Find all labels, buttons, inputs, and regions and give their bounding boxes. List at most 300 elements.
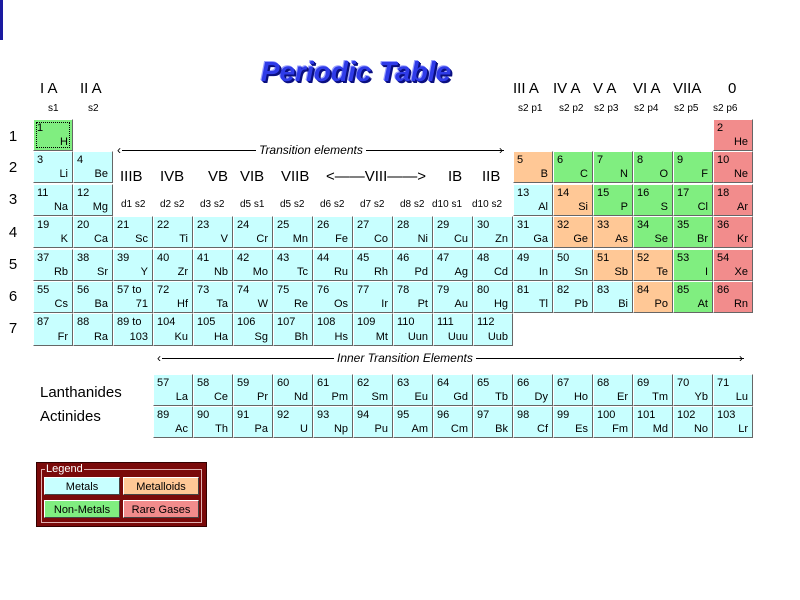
element-cell-y[interactable] xyxy=(113,249,153,281)
atomic-number: 43 xyxy=(277,252,290,264)
element-cell-be[interactable] xyxy=(73,151,113,183)
element-cell-tm[interactable] xyxy=(633,374,673,406)
element-cell-cl[interactable] xyxy=(673,184,713,216)
element-cell-ku[interactable] xyxy=(153,313,193,346)
element-cell-ac[interactable] xyxy=(153,406,193,438)
element-cell-pb[interactable] xyxy=(553,281,593,313)
atomic-number: 94 xyxy=(357,409,370,421)
element-cell-os[interactable] xyxy=(313,281,353,313)
element-cell-tc[interactable] xyxy=(273,249,313,281)
orbital-label-d6: d6 s2 xyxy=(320,199,345,210)
element-cell-no[interactable] xyxy=(673,406,713,438)
element-cell-th[interactable] xyxy=(193,406,233,438)
legend-metals: Metals xyxy=(44,477,120,495)
element-cell-ce[interactable] xyxy=(193,374,233,406)
element-cell-ti[interactable] xyxy=(153,216,193,248)
atomic-number: 56 xyxy=(77,284,90,296)
atomic-number: 67 xyxy=(557,377,570,389)
atomic-number: 57 xyxy=(157,377,170,389)
element-cell-mg[interactable] xyxy=(73,184,113,216)
atomic-number: 33 xyxy=(597,219,610,231)
atomic-number: 39 xyxy=(117,252,130,264)
element-cell-nd[interactable] xyxy=(273,374,313,406)
element-cell-ge[interactable] xyxy=(553,216,593,248)
element-cell-fm[interactable] xyxy=(593,406,633,438)
atomic-number: 16 xyxy=(637,187,650,199)
atomic-number: 46 xyxy=(397,252,410,264)
element-symbol: As xyxy=(615,233,628,245)
group-label-0: 0 xyxy=(728,80,737,97)
element-cell-c[interactable] xyxy=(553,151,593,183)
element-symbol: Pa xyxy=(254,423,268,435)
element-cell-fe[interactable] xyxy=(313,216,353,248)
element-cell-zr[interactable] xyxy=(153,249,193,281)
element-symbol: Pr xyxy=(257,391,268,403)
atomic-number: 8 xyxy=(637,154,644,166)
atomic-number: 25 xyxy=(277,219,290,231)
atomic-number: 72 xyxy=(157,284,170,296)
group-label-1a: I A xyxy=(40,80,58,97)
atomic-number: 59 xyxy=(237,377,250,389)
element-cell-la[interactable] xyxy=(153,374,193,406)
element-cell-as[interactable] xyxy=(593,216,633,248)
element-cell-pu[interactable] xyxy=(353,406,393,438)
atomic-number: 10 xyxy=(717,154,730,166)
element-symbol: Cs xyxy=(54,298,68,310)
atomic-number: 26 xyxy=(317,219,330,231)
element-symbol: Cr xyxy=(256,233,268,245)
atomic-number: 92 xyxy=(277,409,290,421)
atomic-number: 58 xyxy=(197,377,210,389)
atomic-number: 61 xyxy=(317,377,330,389)
atomic-number: 19 xyxy=(37,219,50,231)
atomic-number: 100 xyxy=(597,409,616,421)
element-cell-br[interactable] xyxy=(673,216,713,248)
element-symbol: Tc xyxy=(297,266,308,278)
atomic-number: 23 xyxy=(197,219,210,231)
element-symbol: Pt xyxy=(417,298,428,310)
element-symbol: I xyxy=(704,266,708,278)
element-range-cell[interactable] xyxy=(113,281,153,313)
element-symbol: Po xyxy=(654,298,668,310)
atomic-number: 74 xyxy=(237,284,250,296)
element-cell-ir[interactable] xyxy=(353,281,393,313)
orbital-label-d5s1: d5 s1 xyxy=(240,199,265,210)
atomic-number: 80 xyxy=(477,284,490,296)
element-cell-re[interactable] xyxy=(273,281,313,313)
group-label-3a: III A xyxy=(513,80,539,97)
element-symbol: No xyxy=(693,423,708,435)
element-symbol: Ga xyxy=(533,233,548,245)
element-cell-cm[interactable] xyxy=(433,406,473,438)
element-cell-ha[interactable] xyxy=(193,313,233,346)
element-cell-md[interactable] xyxy=(633,406,673,438)
actinides-label: Actinides xyxy=(40,408,101,425)
atomic-number: 36 xyxy=(717,219,730,231)
element-cell-cd[interactable] xyxy=(473,249,513,281)
element-cell-hg[interactable] xyxy=(473,281,513,313)
element-symbol: F xyxy=(701,168,708,180)
element-symbol: Lu xyxy=(735,391,748,403)
element-symbol: Ru xyxy=(333,266,348,278)
element-cell-po[interactable] xyxy=(633,281,673,313)
element-cell-pr[interactable] xyxy=(233,374,273,406)
atomic-number: 107 xyxy=(277,316,296,328)
element-cell-au[interactable] xyxy=(433,281,473,313)
atomic-number: 82 xyxy=(557,284,570,296)
atomic-number: 86 xyxy=(717,284,730,296)
element-cell-mt[interactable] xyxy=(353,313,393,346)
element-symbol: Zn xyxy=(495,233,508,245)
element-cell-hs[interactable] xyxy=(313,313,353,346)
element-symbol: Uub xyxy=(487,331,508,343)
atomic-number: 21 xyxy=(117,219,130,231)
atomic-number: 66 xyxy=(517,377,530,389)
element-symbol: Mg xyxy=(92,201,108,213)
arrow-right-icon: › xyxy=(499,143,503,157)
element-cell-pa[interactable] xyxy=(233,406,273,438)
element-cell-mo[interactable] xyxy=(233,249,273,281)
element-cell-ca[interactable] xyxy=(73,216,113,248)
element-cell-s[interactable] xyxy=(633,184,673,216)
atomic-number: 63 xyxy=(397,377,410,389)
element-symbol: Li xyxy=(59,168,68,180)
element-cell-mn[interactable] xyxy=(273,216,313,248)
atomic-number: 6 xyxy=(557,154,564,166)
orbital-label-p5: s2 p5 xyxy=(674,103,699,114)
atomic-number: 12 xyxy=(77,187,90,199)
element-symbol: Ho xyxy=(573,391,588,403)
element-cell-sm[interactable] xyxy=(353,374,393,406)
element-symbol: He xyxy=(733,136,748,148)
orbital-label-d5s2: d5 s2 xyxy=(280,199,305,210)
atomic-number: 111 xyxy=(437,316,454,328)
element-symbol: Ce xyxy=(213,391,228,403)
atomic-number: 97 xyxy=(477,409,490,421)
element-cell-ho[interactable] xyxy=(553,374,593,406)
element-symbol: Ge xyxy=(573,233,588,245)
element-cell-ga[interactable] xyxy=(513,216,553,248)
element-symbol: Sn xyxy=(574,266,588,278)
element-symbol: Na xyxy=(53,201,68,213)
element-cell-na[interactable] xyxy=(33,184,73,216)
element-cell-uub[interactable] xyxy=(473,313,513,346)
element-symbol: Re xyxy=(293,298,308,310)
element-cell-si[interactable] xyxy=(553,184,593,216)
element-cell-bi[interactable] xyxy=(593,281,633,313)
legend-non-metals: Non-Metals xyxy=(44,500,120,518)
element-symbol: N xyxy=(620,168,628,180)
orbital-label-d8: d8 s2 xyxy=(400,199,425,210)
element-cell-er[interactable] xyxy=(593,374,633,406)
element-cell-n[interactable] xyxy=(593,151,633,183)
atomic-number: 29 xyxy=(437,219,450,231)
atomic-number: 96 xyxy=(437,409,450,421)
element-cell-tb[interactable] xyxy=(473,374,513,406)
period-label-7: 7 xyxy=(8,320,18,337)
element-symbol: Hf xyxy=(177,298,188,310)
element-cell-f[interactable] xyxy=(673,151,713,183)
atomic-number: 98 xyxy=(517,409,530,421)
element-symbol: P xyxy=(620,201,628,213)
element-symbol: B xyxy=(540,168,548,180)
element-symbol: Cu xyxy=(453,233,468,245)
element-symbol: Os xyxy=(333,298,348,310)
element-symbol: Th xyxy=(215,423,228,435)
atomic-number: 60 xyxy=(277,377,290,389)
element-symbol: Ac xyxy=(175,423,188,435)
orbital-label-d10s2: d10 s2 xyxy=(472,199,503,210)
element-cell-in[interactable] xyxy=(513,249,553,281)
element-cell-k[interactable] xyxy=(33,216,73,248)
orbital-label-p1: s2 p1 xyxy=(518,103,543,114)
atomic-number: 99 xyxy=(557,409,570,421)
element-cell-v[interactable] xyxy=(193,216,233,248)
element-symbol: Cm xyxy=(450,423,468,435)
element-symbol: Sr xyxy=(97,266,108,278)
element-cell-rh[interactable] xyxy=(353,249,393,281)
atomic-number: 102 xyxy=(677,409,696,421)
period-label-6: 6 xyxy=(8,288,18,305)
atomic-number: 14 xyxy=(557,187,570,199)
element-symbol: La xyxy=(175,391,188,403)
element-cell-eu[interactable] xyxy=(393,374,433,406)
element-symbol: V xyxy=(220,233,228,245)
element-symbol: Kr xyxy=(737,233,748,245)
element-cell-h[interactable] xyxy=(33,119,73,151)
element-symbol: Se xyxy=(654,233,668,245)
element-cell-rb[interactable] xyxy=(33,249,73,281)
atomic-number: 9 xyxy=(677,154,684,166)
element-symbol: Fm xyxy=(612,423,628,435)
orbital-label-d1: d1 s2 xyxy=(121,199,146,210)
element-symbol: Hs xyxy=(334,331,348,343)
element-symbol: Np xyxy=(333,423,348,435)
atomic-number: 28 xyxy=(397,219,410,231)
atomic-number: 37 xyxy=(37,252,50,264)
element-cell-cu[interactable] xyxy=(433,216,473,248)
atomic-number: 20 xyxy=(77,219,90,231)
element-symbol: Ba xyxy=(94,298,108,310)
element-cell-uuu[interactable] xyxy=(433,313,473,346)
element-symbol: Bk xyxy=(495,423,508,435)
atomic-number: 70 xyxy=(677,377,690,389)
element-cell-cf[interactable] xyxy=(513,406,553,438)
element-symbol: Ne xyxy=(733,168,748,180)
element-cell-fr[interactable] xyxy=(33,313,73,346)
element-cell-o[interactable] xyxy=(633,151,673,183)
atomic-number: 75 xyxy=(277,284,290,296)
atomic-number: 103 xyxy=(717,409,736,421)
group-label-4a: IV A xyxy=(553,80,581,97)
element-symbol: Uun xyxy=(407,331,428,343)
element-symbol: Tl xyxy=(538,298,548,310)
element-cell-dy[interactable] xyxy=(513,374,553,406)
atomic-number: 41 xyxy=(197,252,210,264)
element-cell-ag[interactable] xyxy=(433,249,473,281)
element-symbol: Hg xyxy=(493,298,508,310)
atomic-number: 49 xyxy=(517,252,530,264)
element-cell-se[interactable] xyxy=(633,216,673,248)
element-symbol: Cf xyxy=(537,423,548,435)
element-cell-sc[interactable] xyxy=(113,216,153,248)
element-symbol: Co xyxy=(373,233,388,245)
element-cell-ar[interactable] xyxy=(713,184,753,216)
element-cell-yb[interactable] xyxy=(673,374,713,406)
period-label-4: 4 xyxy=(8,224,18,241)
atomic-number: 40 xyxy=(157,252,170,264)
element-symbol: Sc xyxy=(135,233,148,245)
element-cell-i[interactable] xyxy=(673,249,713,281)
atomic-number: 88 xyxy=(77,316,90,328)
element-symbol: Mn xyxy=(292,233,308,245)
atomic-number: 44 xyxy=(317,252,330,264)
element-cell-am[interactable] xyxy=(393,406,433,438)
atomic-number: 32 xyxy=(557,219,570,231)
element-symbol: Cd xyxy=(493,266,508,278)
atomic-number: 108 xyxy=(317,316,336,328)
legend-metalloids: Metalloids xyxy=(123,477,199,495)
atomic-number: 109 xyxy=(357,316,376,328)
orbital-label-d10s1: d10 s1 xyxy=(432,199,463,210)
atomic-number: 50 xyxy=(557,252,570,264)
element-cell-li[interactable] xyxy=(33,151,73,183)
element-cell-uun[interactable] xyxy=(393,313,433,346)
element-cell-ta[interactable] xyxy=(193,281,233,313)
element-symbol: Pm xyxy=(331,391,348,403)
atomic-number: 101 xyxy=(637,409,656,421)
atomic-number: 11 xyxy=(37,187,49,199)
atomic-number: 90 xyxy=(197,409,210,421)
element-cell-cs[interactable] xyxy=(33,281,73,313)
element-symbol: Ha xyxy=(213,331,228,343)
atomic-number: 83 xyxy=(597,284,610,296)
element-symbol: Gd xyxy=(453,391,468,403)
element-cell-sg[interactable] xyxy=(233,313,273,346)
element-cell-he[interactable] xyxy=(713,119,753,151)
element-cell-w[interactable] xyxy=(233,281,273,313)
element-symbol: Br xyxy=(697,233,708,245)
inner-transition-elements-label: Inner Transition Elements xyxy=(334,351,476,365)
element-cell-al[interactable] xyxy=(513,184,553,216)
element-cell-b[interactable] xyxy=(513,151,553,183)
element-symbol: Bh xyxy=(294,331,308,343)
atomic-number: 38 xyxy=(77,252,90,264)
element-cell-bh[interactable] xyxy=(273,313,313,346)
atomic-number: 51 xyxy=(597,252,610,264)
element-symbol: Al xyxy=(538,201,548,213)
element-cell-tl[interactable] xyxy=(513,281,553,313)
element-cell-pt[interactable] xyxy=(393,281,433,313)
atomic-number: 62 xyxy=(357,377,370,389)
element-symbol: In xyxy=(538,266,548,278)
group-label-5b: VB xyxy=(208,168,229,185)
element-cell-ne[interactable] xyxy=(713,151,753,183)
element-symbol: Xe xyxy=(734,266,748,278)
atomic-number: 35 xyxy=(677,219,690,231)
element-cell-gd[interactable] xyxy=(433,374,473,406)
element-cell-pd[interactable] xyxy=(393,249,433,281)
element-cell-rn[interactable] xyxy=(713,281,753,313)
element-symbol: Er xyxy=(617,391,628,403)
element-cell-lu[interactable] xyxy=(713,374,753,406)
element-cell-hf[interactable] xyxy=(153,281,193,313)
atomic-number: 110 xyxy=(397,316,415,328)
atomic-number: 48 xyxy=(477,252,490,264)
atomic-number: 15 xyxy=(597,187,610,199)
lanthanides-label: Lanthanides xyxy=(40,384,122,401)
atomic-number: 81 xyxy=(517,284,530,296)
atomic-number: 87 xyxy=(37,316,50,328)
atomic-number: 93 xyxy=(317,409,330,421)
element-cell-pm[interactable] xyxy=(313,374,353,406)
group-label-3b: IIIB xyxy=(120,168,143,185)
atomic-number: 54 xyxy=(717,252,730,264)
element-symbol: Ra xyxy=(93,331,108,343)
atomic-number: 79 xyxy=(437,284,450,296)
atomic-number: 24 xyxy=(237,219,250,231)
atomic-number: 17 xyxy=(677,187,690,199)
element-cell-xe[interactable] xyxy=(713,249,753,281)
element-cell-kr[interactable] xyxy=(713,216,753,248)
atomic-number: 95 xyxy=(397,409,410,421)
element-symbol: Uuu xyxy=(447,331,468,343)
element-symbol: Rn xyxy=(733,298,748,310)
atomic-number: 31 xyxy=(517,219,530,231)
element-symbol: Rh xyxy=(373,266,388,278)
element-cell-ru[interactable] xyxy=(313,249,353,281)
atomic-number: 22 xyxy=(157,219,170,231)
group-label-2b: IIB xyxy=(482,168,501,185)
element-symbol: Ar xyxy=(737,201,748,213)
element-range-cell[interactable] xyxy=(113,313,153,346)
element-symbol: Te xyxy=(656,266,668,278)
element-cell-at[interactable] xyxy=(673,281,713,313)
element-cell-cr[interactable] xyxy=(233,216,273,248)
group-label-8: <——VIII——> xyxy=(326,168,427,185)
element-symbol: Sb xyxy=(614,266,628,278)
element-symbol: At xyxy=(697,298,708,310)
element-cell-ba[interactable] xyxy=(73,281,113,313)
element-cell-ra[interactable] xyxy=(73,313,113,346)
arrow-left-icon: ‹ xyxy=(157,351,161,365)
element-cell-bk[interactable] xyxy=(473,406,513,438)
orbital-label-p6: s2 p6 xyxy=(713,103,738,114)
arrow-left-icon: ‹ xyxy=(117,143,121,157)
element-cell-ni[interactable] xyxy=(393,216,433,248)
element-cell-u[interactable] xyxy=(273,406,313,438)
atomic-number: 71 xyxy=(717,377,730,389)
element-cell-p[interactable] xyxy=(593,184,633,216)
element-cell-nb[interactable] xyxy=(193,249,233,281)
element-cell-sr[interactable] xyxy=(73,249,113,281)
group-label-2a: II A xyxy=(80,80,102,97)
element-symbol: Rb xyxy=(53,266,68,278)
element-cell-np[interactable] xyxy=(313,406,353,438)
atomic-number: 5 xyxy=(517,154,524,166)
element-cell-lr[interactable] xyxy=(713,406,753,438)
element-cell-co[interactable] xyxy=(353,216,393,248)
element-cell-sb[interactable] xyxy=(593,249,633,281)
element-cell-zn[interactable] xyxy=(473,216,513,248)
atomic-number: 105 xyxy=(197,316,216,328)
element-symbol: Eu xyxy=(414,391,428,403)
element-cell-sn[interactable] xyxy=(553,249,593,281)
atomic-number: 7 xyxy=(597,154,604,166)
element-cell-te[interactable] xyxy=(633,249,673,281)
element-cell-es[interactable] xyxy=(553,406,593,438)
element-symbol: Cl xyxy=(697,201,708,213)
